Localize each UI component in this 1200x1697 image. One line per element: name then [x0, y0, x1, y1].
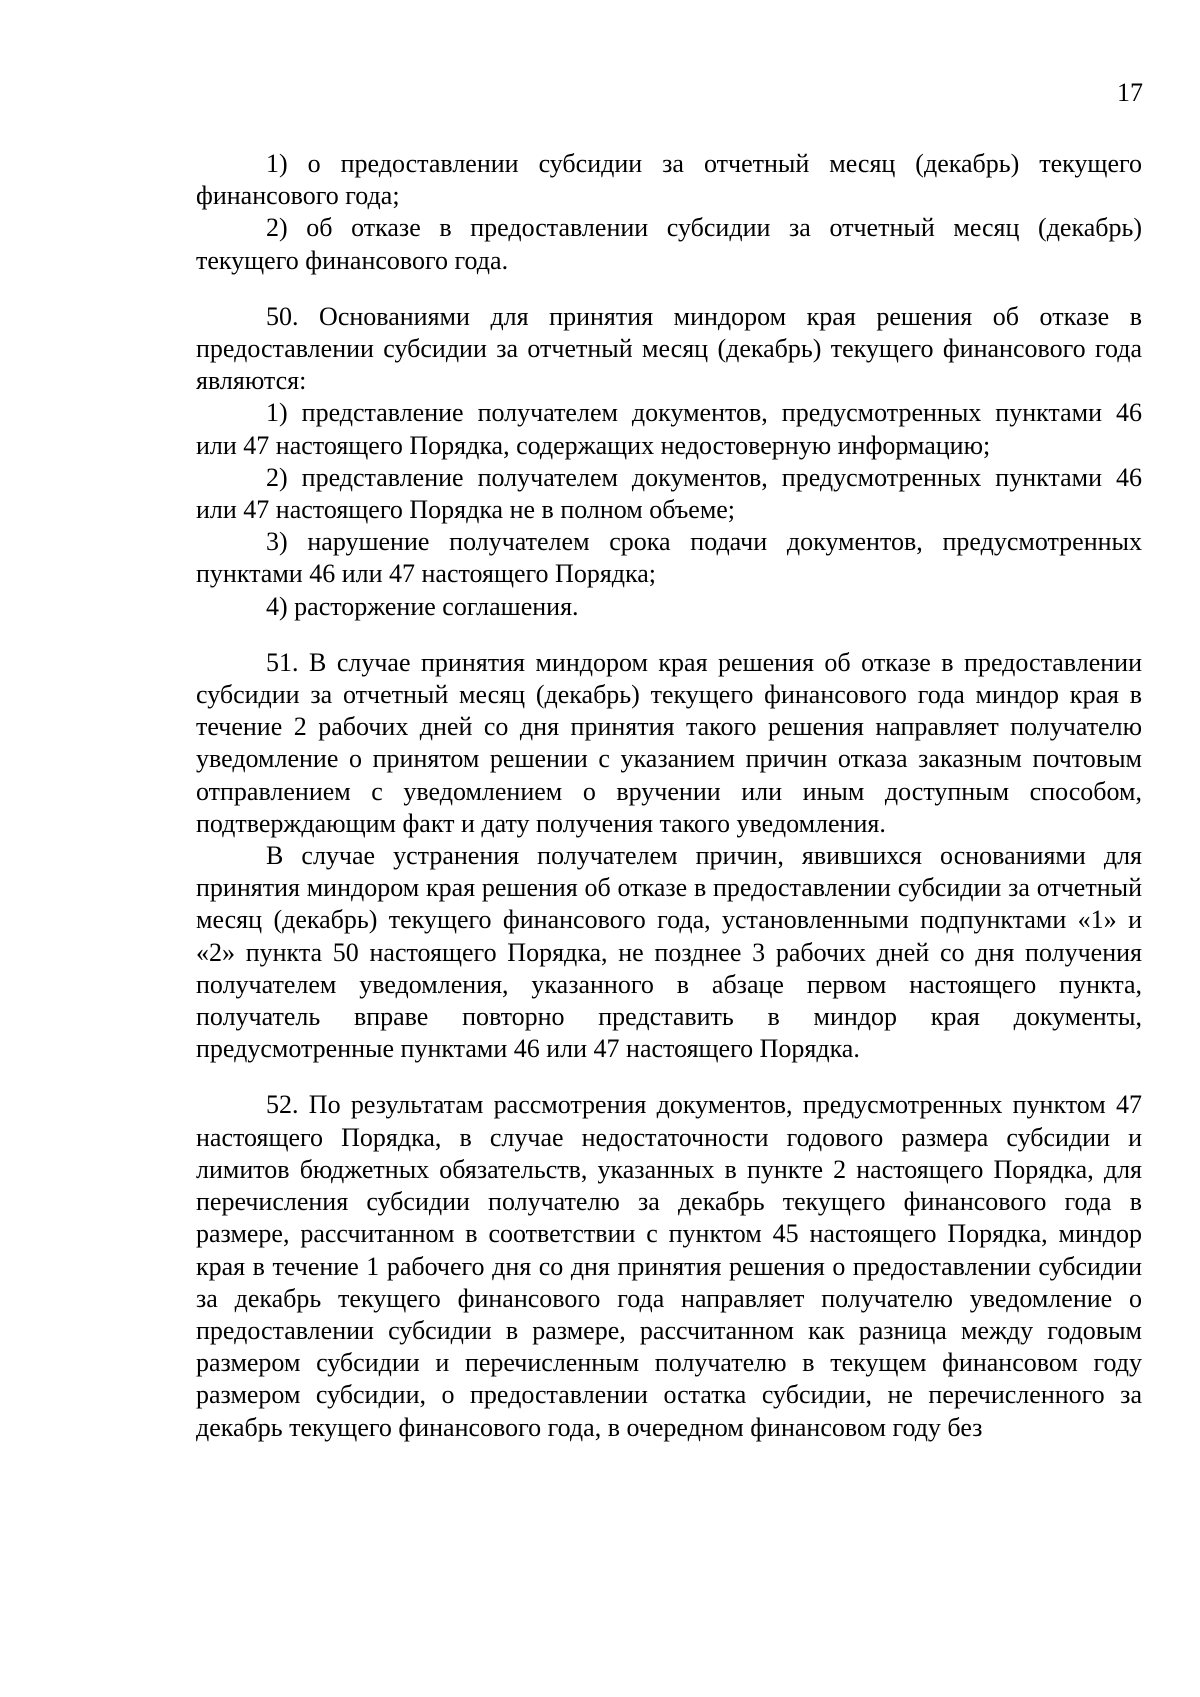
section-50-item-4: 4) расторжение соглашения. [266, 591, 579, 621]
section-50-item-2: 2) представление получателем документов, предусмотренных пунктами 46 или 47 настоящего Порядка не в полном объеме; [196, 462, 1142, 525]
decision-option-1: 1) о предоставлении субсидии за отчетный месяц (декабрь) текущего финансового года; [196, 149, 1142, 211]
page-number: 17 [1117, 78, 1143, 107]
section-52-paragraph: 52. По результатам рассмотрения документов, предусмотренных пунктом 47 настоящего Порядка, в случае недостаточности годового размера субсидии и лимитов бюджетных обязательств, указанных в пункте 2 настоящего Порядка, для перечисления субсидии получателю за декабрь текущего финансового года в размере, рассчитанном в соответствии с пунктом 45 настоящего Порядка, миндор края в течение 1 рабочего дня со дня принятия решения о предоставлении субсидии за декабрь текущего финансового года направляет получателю уведомление о предоставлении субсидии в размере, рассчитанном как разница между годовым размером субсидии и перечисленным получателю в текущем финансовом году размером субсидии, о предоставлении остатка субсидии, не перечисленного за декабрь текущего финансового года, в очередном финансовом году без [196, 1090, 1142, 1442]
section-51-paragraph-1: 51. В случае принятия миндором края решения об отказе в предоставлении субсидии за отчетный месяц (декабрь) текущего финансового года миндор края в течение 2 рабочих дней со дня принятия такого решения направляет получателю уведомление о принятом решении с указанием причин отказа заказным почтовым отправлением с уведомлением о вручении или иным доступным способом, подтверждающим факт и дату получения такого уведомления. [196, 647, 1142, 838]
section-50-item-1: 1) представление получателем документов, предусмотренных пунктами 46 или 47 настоящего Порядка, содержащих недостоверную информацию; [196, 398, 1142, 460]
section-51-paragraph-2: В случае устранения получателем причин, явившихся основаниями для принятия миндором края решения об отказе в предоставлении субсидии за отчетный месяц (декабрь) текущего финансового года, установленными подпунктами «1» и «2» пункта 50 настоящего Порядка, не позднее 3 рабочих дней со дня получения получателем уведомления, указанного в абзаце первом настоящего пункта, получатель вправе повторно представить в миндор края документы, предусмотренные пунктами 46 или 47 настоящего Порядка. [196, 841, 1142, 1064]
decision-option-2: 2) об отказе в предоставлении субсидии за отчетный месяц (декабрь) текущего финансового года. [196, 213, 1142, 275]
section-50-intro: 50. Основаниями для принятия миндором края решения об отказе в предоставлении субсидии за отчетный месяц (декабрь) текущего финансового года являются: [196, 301, 1142, 396]
section-50-item-3: 3) нарушение получателем срока подачи документов, предусмотренных пунктами 46 или 47 настоящего Порядка; [196, 527, 1142, 589]
document-body [196, 148, 1142, 1444]
